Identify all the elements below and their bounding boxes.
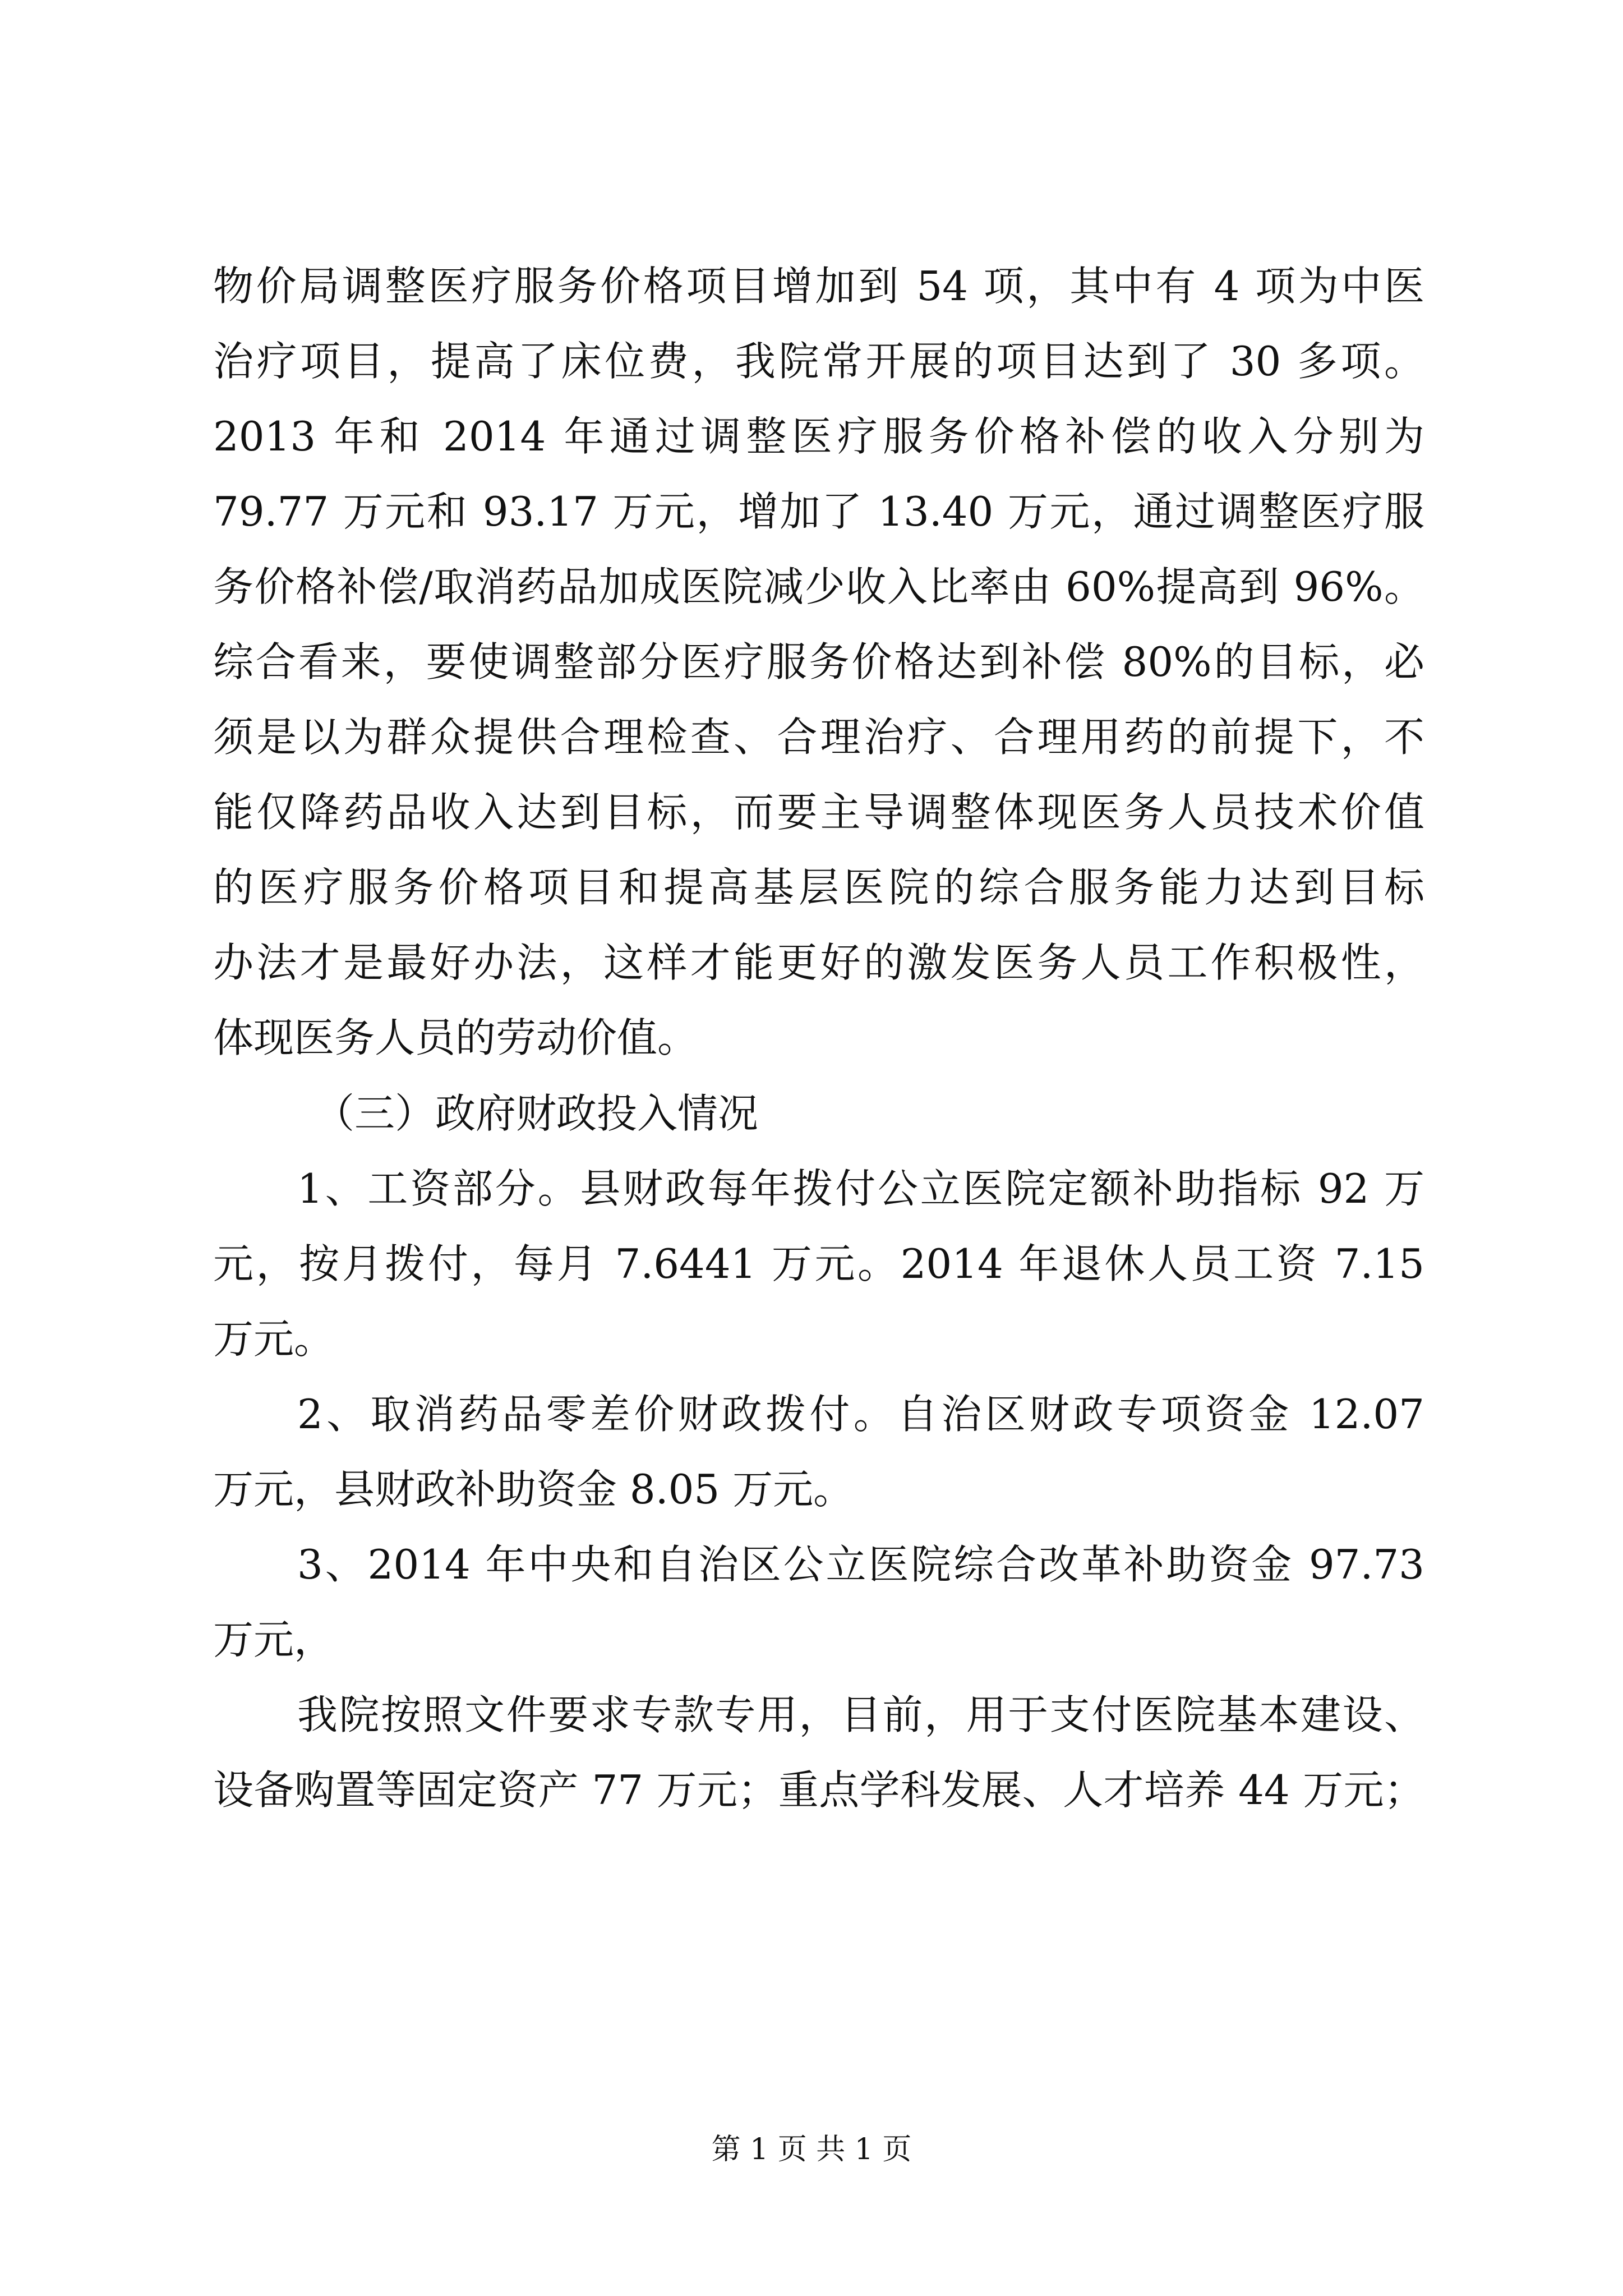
paragraph-line: 2013 年和 2014 年通过调整医疗服务价格补偿的收入分别为: [213, 413, 1424, 460]
paragraph-line: 万元，县财政补助资金 8.05 万元。: [213, 1466, 854, 1513]
paragraph-line: 办法才是最好办法，这样才能更好的激发医务人员工作积极性，: [213, 939, 1424, 986]
paragraph-line: 3、2014 年中央和自治区公立医院综合改革补助资金 97.73: [297, 1541, 1424, 1588]
paragraph-line: 79.77 万元和 93.17 万元，增加了 13.40 万元，通过调整医疗服: [213, 488, 1424, 535]
paragraph-line: 治疗项目，提高了床位费，我院常开展的项目达到了 30 多项。: [213, 338, 1424, 385]
paragraph-line: 综合看来，要使调整部分医疗服务价格达到补偿 80%的目标，必: [213, 638, 1424, 685]
paragraph-line: 物价局调整医疗服务价格项目增加到 54 项，其中有 4 项为中医: [213, 263, 1424, 310]
paragraph-line: 元，按月拨付，每月 7.6441 万元。2014 年退休人员工资 7.15: [213, 1240, 1424, 1287]
paragraph-line: 的医疗服务价格项目和提高基层医院的综合服务能力达到目标: [213, 864, 1424, 911]
paragraph-line: 能仅降药品收入达到目标，而要主导调整体现医务人员技术价值: [213, 789, 1424, 836]
paragraph-line: 我院按照文件要求专款专用，目前，用于支付医院基本建设、: [297, 1691, 1424, 1738]
paragraph-line: 须是以为群众提供合理检查、合理治疗、合理用药的前提下，不: [213, 714, 1424, 761]
paragraph-line: 万元。: [213, 1315, 335, 1363]
section-heading: （三）政府财政投入情况: [314, 1090, 759, 1137]
page-footer: 第 1 页 共 1 页: [711, 2133, 912, 2166]
paragraph-line: 体现医务人员的劳动价值。: [213, 1014, 698, 1061]
paragraph-line: 万元，: [213, 1616, 335, 1663]
paragraph-line: 2、取消药品零差价财政拨付。自治区财政专项资金 12.07: [297, 1391, 1424, 1438]
paragraph-line: 设备购置等固定资产 77 万元；重点学科发展、人才培养 44 万元；: [213, 1766, 1424, 1814]
paragraph-line: 务价格补偿/取消药品加成医院减少收入比率由 60%提高到 96%。: [213, 563, 1424, 610]
paragraph-line: 1、工资部分。县财政每年拨付公立医院定额补助指标 92 万: [297, 1165, 1424, 1212]
